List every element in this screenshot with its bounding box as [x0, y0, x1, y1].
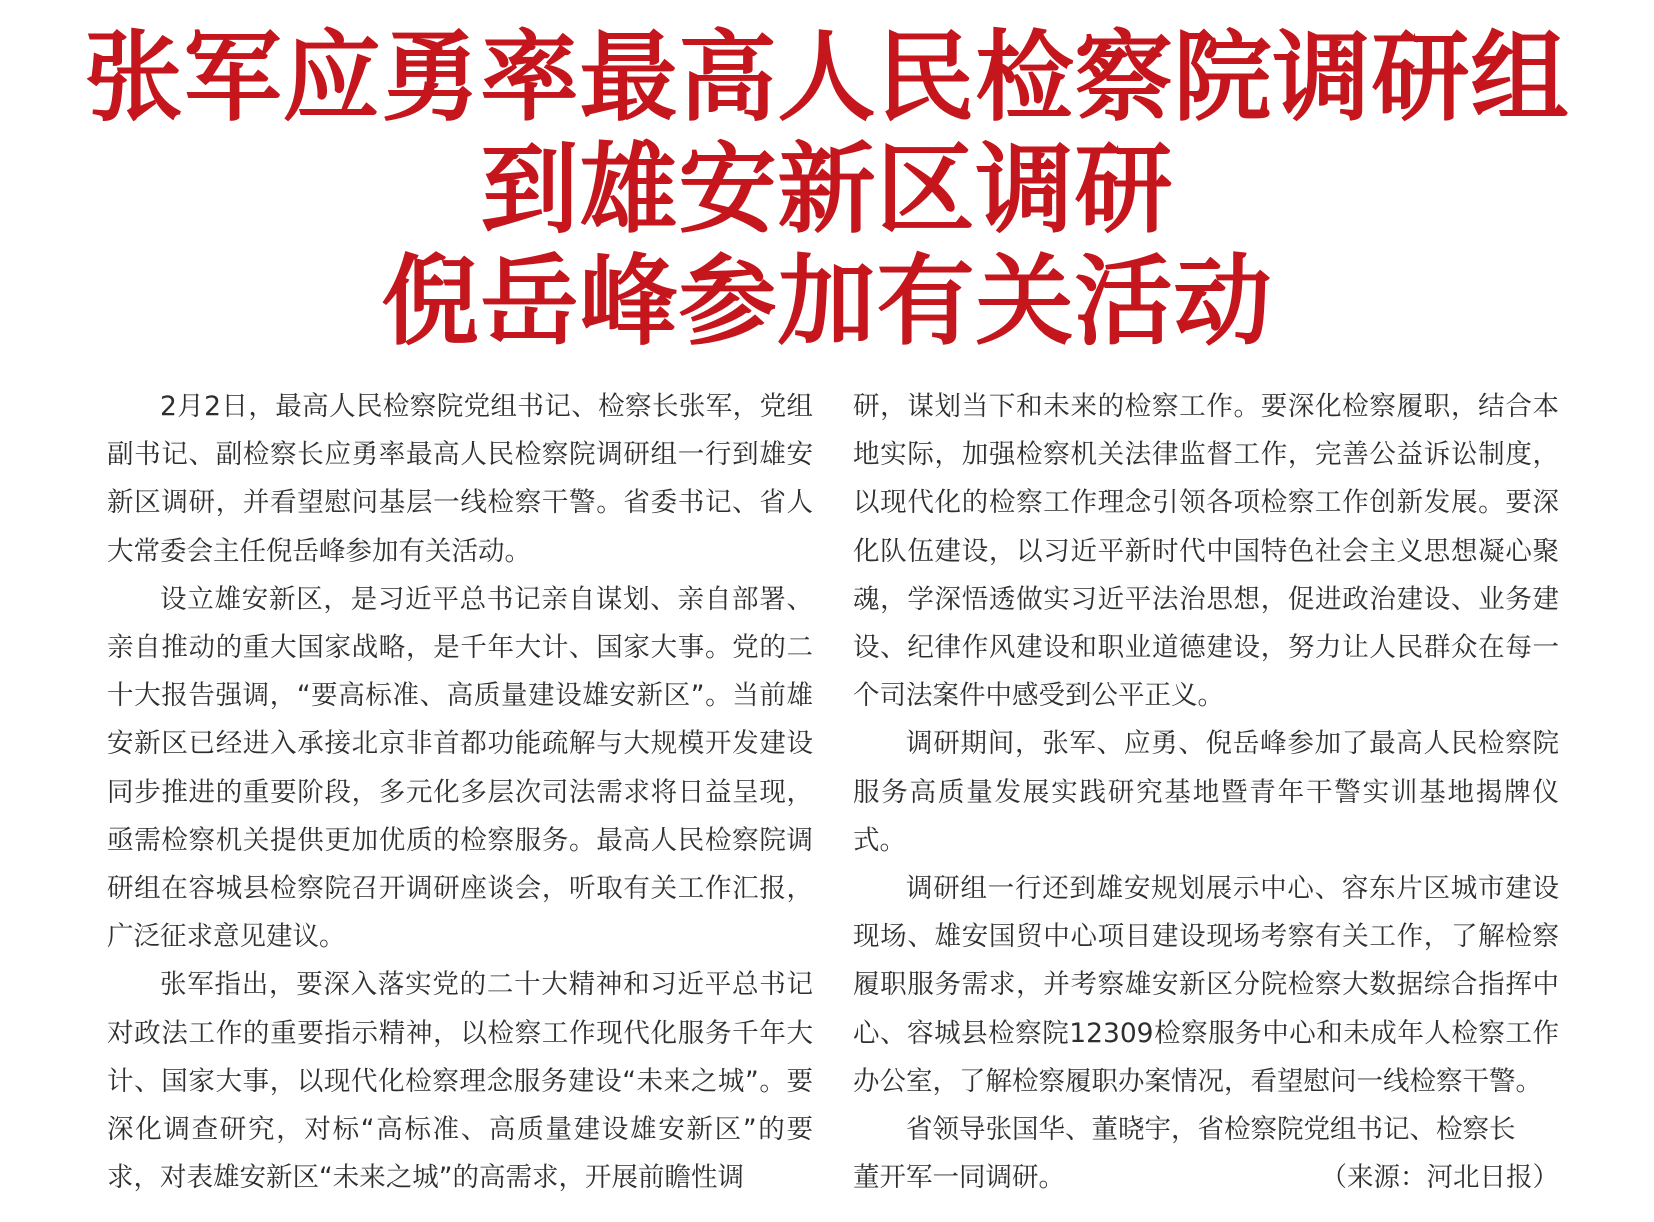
article-column-left — [107, 383, 813, 1202]
article-column-right — [853, 383, 1559, 1202]
headline-line-2: 到雄安新区调研 — [480, 132, 1174, 247]
headline-line-3: 倪岳峰参加有关活动 — [381, 244, 1273, 359]
paragraph: 省领导张国华、董晓宇，省检察院党组书记、检察长 — [906, 1114, 1516, 1146]
paragraph-end: 董开军一同调研。 — [853, 1162, 1065, 1194]
headline — [0, 22, 1654, 358]
paragraph: 设立雄安新区，是习近平总书记亲自谋划、亲自部署、亲自推动的重大国家战略，是千年大计、国家大事。党的二十大报告强调，“要高标准、高质量建设雄安新区”。当前雄安新区已经进入承接北京非首都功能疏解与大规模开发建设同步推进的重要阶段，多元化多层次司法需求将日益呈现，亟需检察机关提供更加优质的检察服务。最高人民检察院调研组在容城县检察院召开调研座谈会，听取有关工作汇报，广泛征求意见建议。 — [107, 583, 813, 953]
paragraph: 张军指出，要深入落实党的二十大精神和习近平总书记对政法工作的重要指示精神，以检察工作现代化服务千年大计、国家大事，以现代化检察理念服务建设“未来之城”。要深化调查研究，对标“高标准、高质量建设雄安新区”的要求，对表雄安新区“未来之城”的高需求，开展前瞻性调 — [107, 969, 813, 1194]
headline-line-1: 张军应勇率最高人民检察院调研组 — [84, 20, 1570, 135]
paragraph: 调研组一行还到雄安规划展示中心、容东片区城市建设现场、雄安国贸中心项目建设现场考察有关工作，了解检察履职服务需求，并考察雄安新区分院检察大数据综合指挥中心、容城县检察院12309检察服务中心和未成年人检察工作办公室，了解检察履职办案情况，看望慰问一线检察干警。 — [853, 873, 1559, 1097]
closing-line — [853, 1154, 1559, 1202]
paragraph: 2月2日，最高人民检察院党组书记、检察长张军，党组副书记、副检察长应勇率最高人民检察院调研组一行到雄安新区调研，并看望慰问基层一线检察干警。省委书记、省人大常委会主任倪岳峰参加有关活动。 — [107, 391, 813, 567]
source-credit: （来源：河北日报） — [1320, 1162, 1559, 1194]
paragraph: 调研期间，张军、应勇、倪岳峰参加了最高人民检察院服务高质量发展实践研究基地暨青年干警实训基地揭牌仪式。 — [853, 728, 1559, 856]
article-body — [107, 383, 1559, 1202]
paragraph-continued: 研，谋划当下和未来的检察工作。要深化检察履职，结合本地实际，加强检察机关法律监督工作，完善公益诉讼制度，以现代化的检察工作理念引领各项检察工作创新发展。要深化队伍建设，以习近平新时代中国特色社会主义思想凝心聚魂，学深悟透做实习近平法治思想，促进政治建设、业务建设、纪律作风建设和职业道德建设，努力让人民群众在每一个司法案件中感受到公平正义。 — [853, 391, 1559, 712]
